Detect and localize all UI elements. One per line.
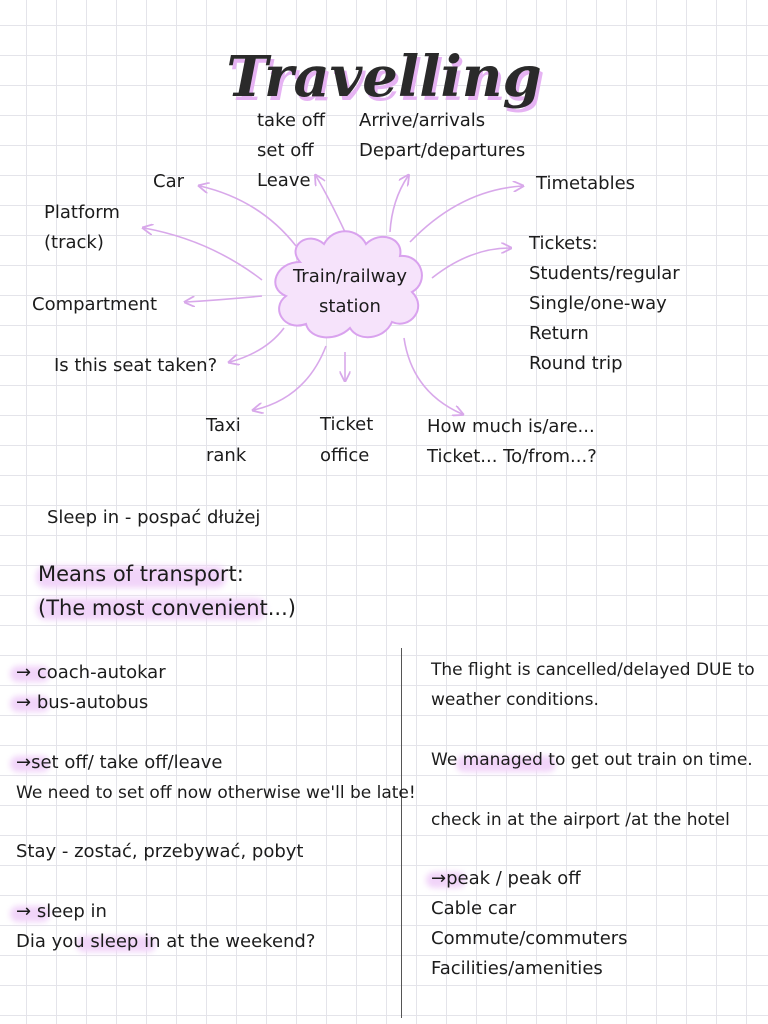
note-peak xyxy=(431,864,581,894)
means-subheading: (The most convenient...) xyxy=(38,596,296,620)
note-setoff xyxy=(16,748,223,778)
label-rank: rank xyxy=(206,445,247,466)
note-coach xyxy=(16,658,166,688)
label-platform: Platform xyxy=(44,202,120,223)
note-flight-1: The flight is cancelled/delayed DUE to xyxy=(431,660,755,680)
means-heading: Means of transport: xyxy=(38,562,244,586)
note-commute: Commute/commuters xyxy=(431,928,628,949)
note-setoff-example: We need to set off now otherwise we'll be late! xyxy=(16,783,416,803)
label-depart: Depart/departures xyxy=(359,140,526,161)
arrow-icon: → xyxy=(16,692,32,713)
label-take-off: take off xyxy=(257,110,326,131)
note-flight-2: weather conditions. xyxy=(431,690,599,710)
arrow-to-how-much xyxy=(404,338,462,414)
center-line-2: station xyxy=(319,296,381,317)
arrow-icon: → xyxy=(16,662,32,683)
note-coach-text: coach-autokar xyxy=(36,662,166,683)
label-office: office xyxy=(320,445,370,466)
label-taxi: Taxi xyxy=(206,415,241,436)
label-tickets: Tickets: xyxy=(529,233,598,254)
arrow-to-seat xyxy=(230,328,284,362)
center-line-1: Train/railway xyxy=(292,266,408,287)
note-stay: Stay - zostać, przebywać, pobyt xyxy=(16,841,304,862)
arrow-to-timetables xyxy=(410,186,522,242)
note-peak-text: peak / peak off xyxy=(446,868,581,889)
arrow-to-taxi xyxy=(254,346,326,410)
label-set-off: set off xyxy=(257,140,314,161)
center-topic xyxy=(285,262,415,322)
arrow-icon: → xyxy=(16,752,32,773)
note-sleep-example: Dia you sleep in at the weekend? xyxy=(16,931,316,952)
arrow-icon: → xyxy=(431,868,447,889)
label-seat-taken: Is this seat taken? xyxy=(54,355,218,376)
label-track: (track) xyxy=(44,232,104,253)
arrow-to-tickets xyxy=(432,248,510,278)
note-checkin: check in at the airport /at the hotel xyxy=(431,810,730,830)
label-round-trip: Round trip xyxy=(529,353,623,374)
label-single: Single/one-way xyxy=(529,293,667,314)
label-compartment: Compartment xyxy=(32,294,158,315)
note-sleep xyxy=(16,897,107,927)
label-car: Car xyxy=(153,171,184,192)
label-students: Students/regular xyxy=(529,263,680,284)
arrow-to-compartment xyxy=(186,296,262,302)
label-arrive: Arrive/arrivals xyxy=(359,110,486,131)
label-ticket: Ticket xyxy=(320,414,374,435)
arrow-to-platform xyxy=(144,228,262,280)
note-bus-text: bus-autobus xyxy=(36,692,149,713)
note-cable: Cable car xyxy=(431,898,517,919)
column-divider xyxy=(401,648,402,1018)
page-title: Travelling xyxy=(226,43,542,110)
label-leave: Leave xyxy=(257,170,311,191)
arrow-to-leave xyxy=(316,176,345,232)
note-managed: We managed to get out train on time. xyxy=(431,750,753,770)
note-sleep-text: sleep in xyxy=(36,901,107,922)
arrow-icon: → xyxy=(16,901,32,922)
label-timetables: Timetables xyxy=(536,173,636,194)
note-bus xyxy=(16,688,148,718)
label-how-much: How much is/are... xyxy=(427,416,595,437)
note-setoff-text: set off/ take off/leave xyxy=(31,752,223,773)
label-return: Return xyxy=(529,323,589,344)
note-facilities: Facilities/amenities xyxy=(431,958,603,979)
sleep-note: Sleep in - pospać dłużej xyxy=(47,507,261,528)
label-ticket-to-from: Ticket... To/from...? xyxy=(427,446,597,467)
arrow-to-arrive xyxy=(390,176,408,232)
